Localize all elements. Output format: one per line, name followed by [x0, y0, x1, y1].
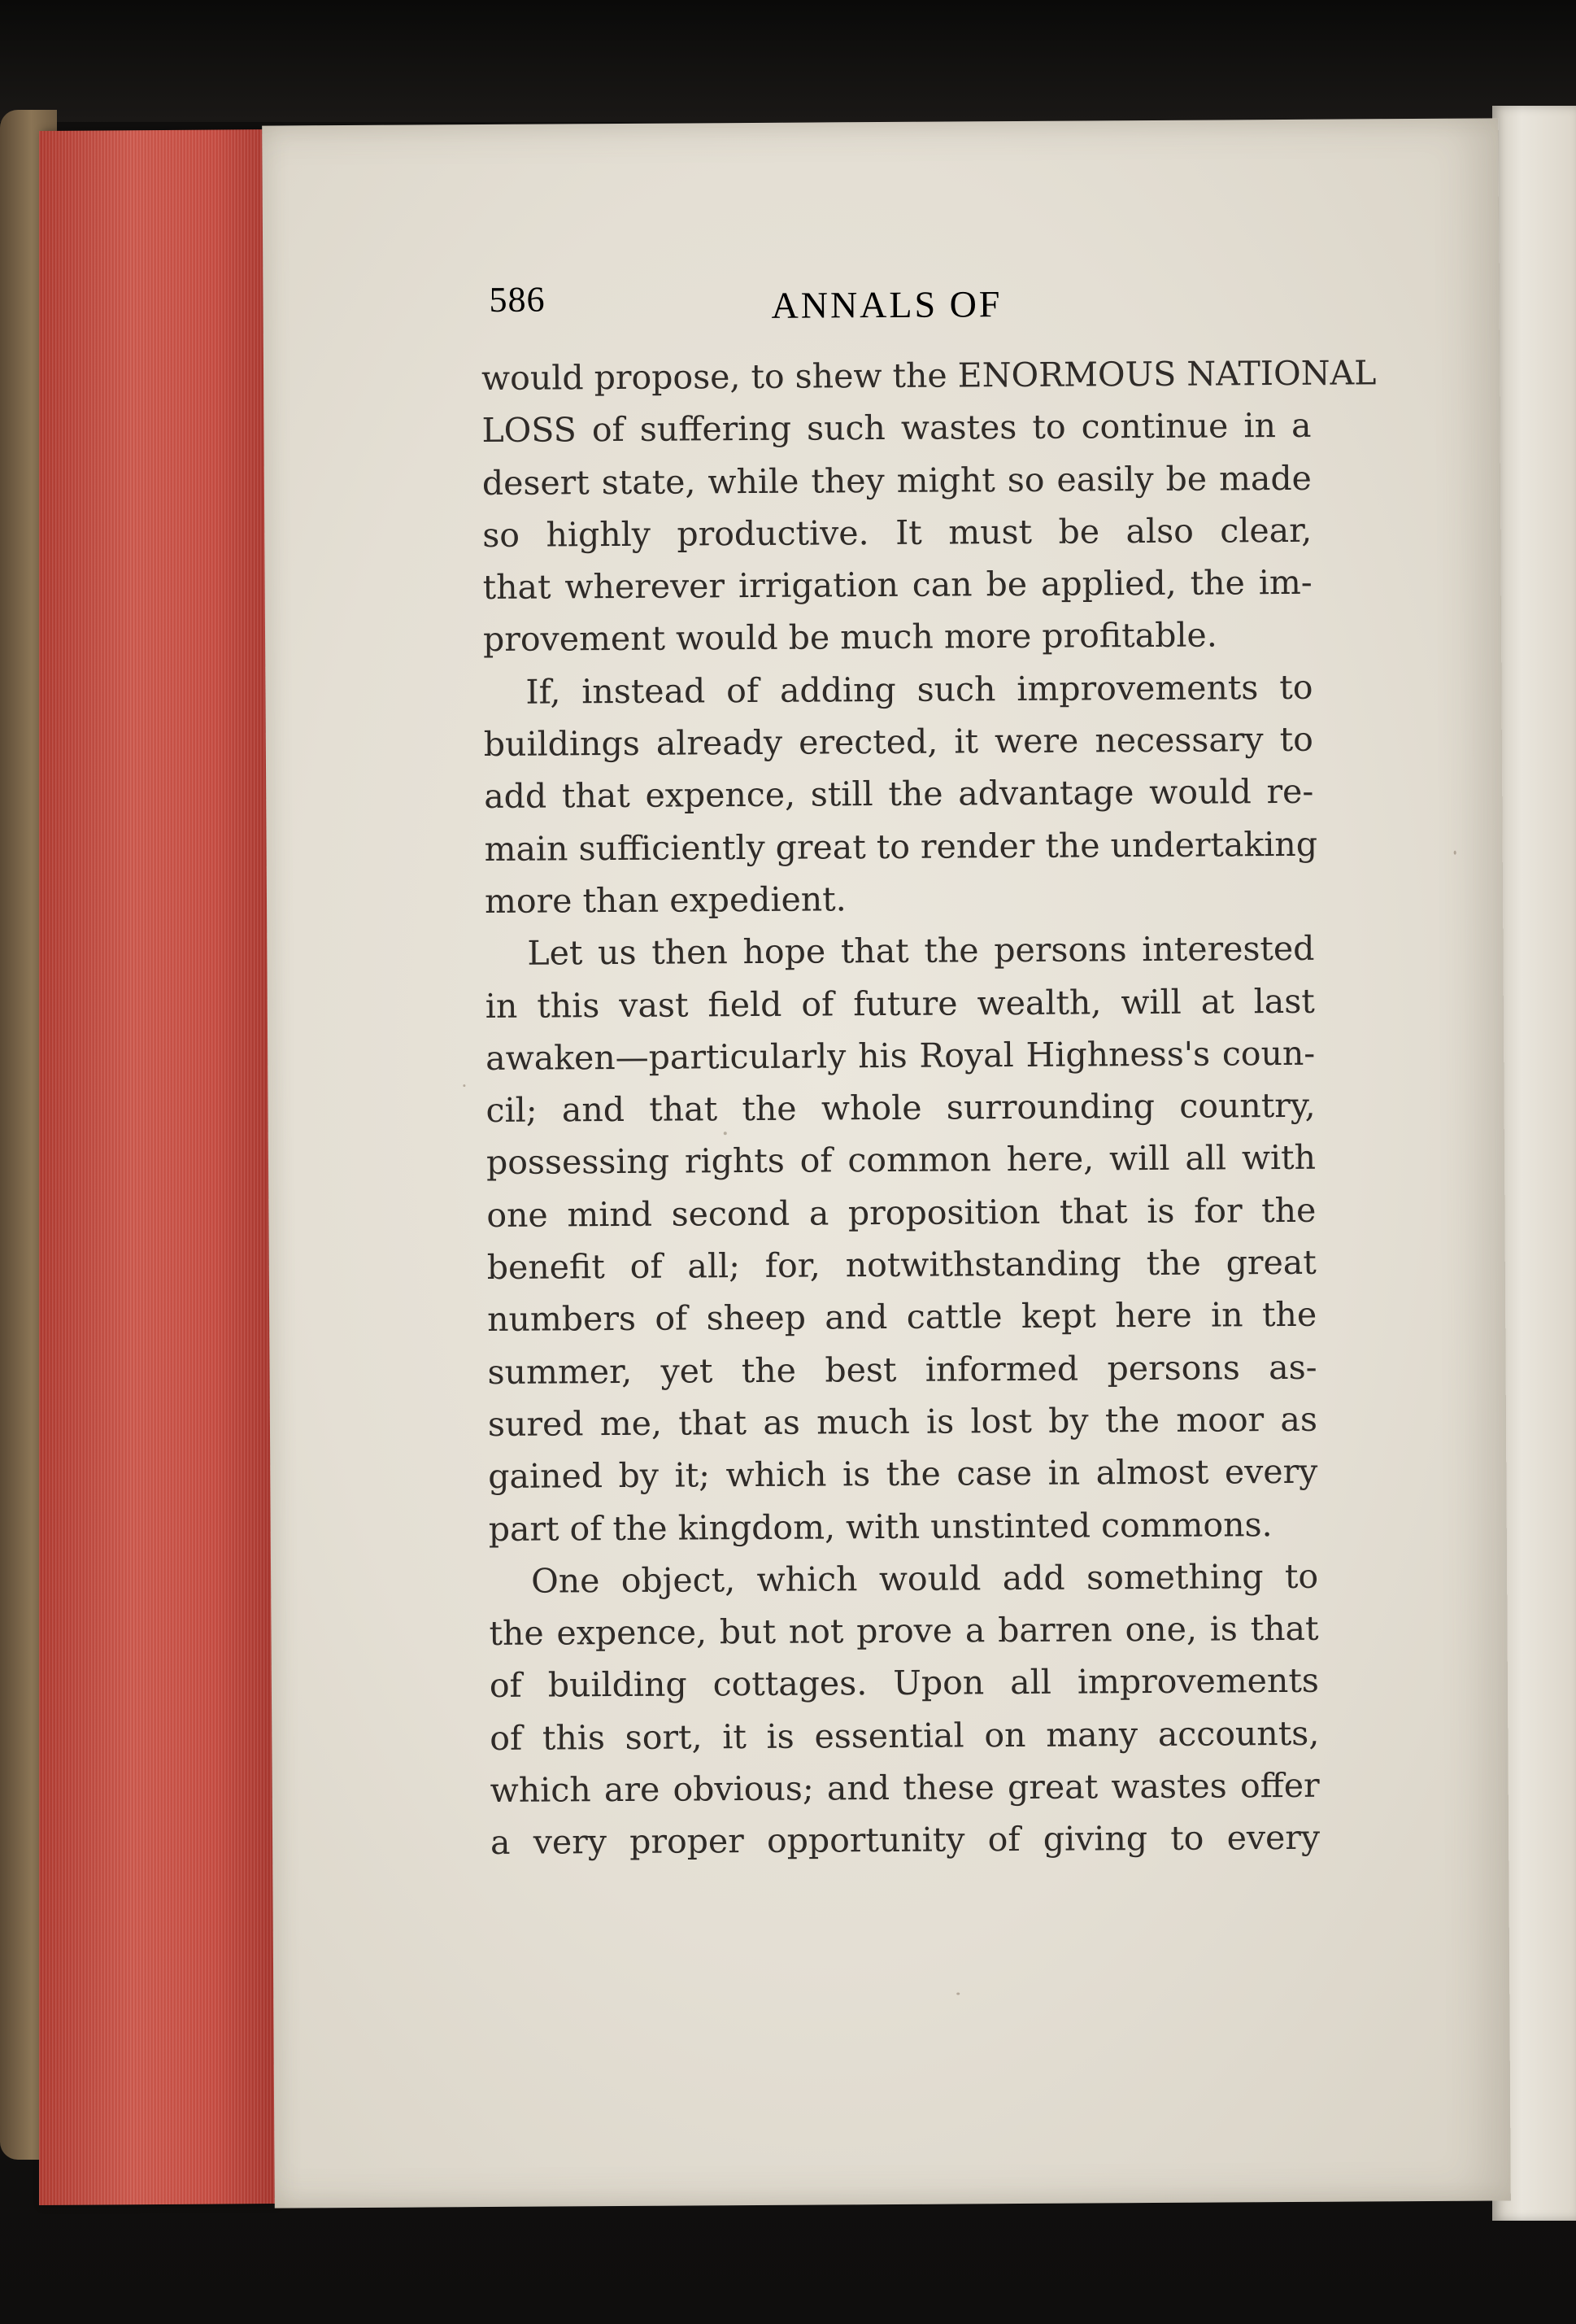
text-line: that wherever irrigation can be applied, the im- [482, 562, 1313, 608]
paragraph-start-line: If, instead of adding such improvements to [525, 667, 1313, 712]
text-line: in this vast field of future wealth, will at last [485, 981, 1315, 1026]
text-line: provement would be much more profitable. [482, 615, 1217, 660]
text-line: a very proper opportunity of giving to every [490, 1818, 1321, 1863]
text-line: buildings already erected, it were necessary to [483, 719, 1313, 765]
text-line: benefit of all; for, notwithstanding the great [486, 1242, 1317, 1288]
text-line: awaken—particularly his Royal Highness's coun- [485, 1033, 1316, 1078]
text-line: cil; and that the whole surrounding country, [485, 1085, 1316, 1131]
text-line: the expence, but not prove a barren one, is that [489, 1608, 1319, 1654]
paper-speck [956, 1992, 960, 1995]
text-line: would propose, to shew the ENORMOUS NATIONAL [481, 353, 1377, 399]
text-line: sured me, that as much is lost by the moor as [487, 1399, 1318, 1444]
text-line: part of the kingdom, with unstinted commons. [488, 1504, 1273, 1549]
text-line: desert state, while they might so easily be made [481, 458, 1313, 503]
page-number: 586 [489, 279, 546, 320]
text-line: one mind second a proposition that is for the [486, 1190, 1317, 1235]
text-line: which are obvious; and these great wastes offer [490, 1765, 1320, 1811]
text-line: main sufficiently great to render the undertaking [484, 824, 1318, 869]
paper-speck [1454, 851, 1456, 855]
text-line: more than expedient. [484, 879, 847, 921]
dark-background [0, 0, 1576, 122]
running-head: ANNALS OF [771, 283, 1003, 326]
red-page-edges [39, 129, 275, 2205]
text-line: of building cottages. Upon all improvements [489, 1661, 1320, 1706]
text-line: of this sort, it is essential on many accounts, [490, 1713, 1320, 1758]
paper-speck [724, 1131, 727, 1135]
paragraph-start-line: One object, which would add something to [530, 1556, 1319, 1601]
text-line: summer, yet the best informed persons as- [487, 1347, 1317, 1392]
text-line: possessing rights of common here, will all with [485, 1138, 1317, 1183]
text-line: numbers of sheep and cattle kept here in the [487, 1295, 1317, 1340]
text-line: add that expence, still the advantage would re- [484, 772, 1314, 817]
paper-speck [463, 1084, 465, 1087]
text-line: gained by it; which is the case in almost every [488, 1452, 1318, 1497]
text-line: so highly productive. It must be also clear, [482, 510, 1313, 555]
text-line: LOSS of suffering such wastes to continue in a [481, 406, 1312, 451]
book-page [262, 118, 1511, 2208]
paragraph-start-line: Let us then hope that the persons interested [527, 929, 1315, 973]
body-text [481, 347, 1377, 1869]
